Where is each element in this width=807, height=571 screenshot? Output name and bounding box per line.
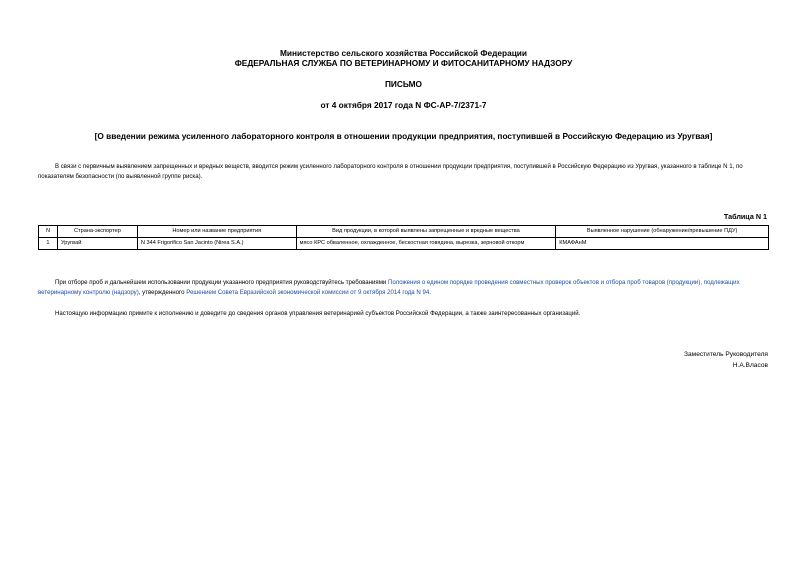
document-date-number: от 4 октября 2017 года N ФС-АР-7/2371-7 [320, 100, 487, 110]
ministry-name: Министерство сельского хозяйства Российской Федерации [280, 48, 527, 58]
intro-paragraph: В связи с первичным выявлением запрещенных и вредных веществ, вводится режим усиленного лабораторного контроля в отношении продукции предприятия, поступившей в Российскую Федерацию из Уругвая, указанного в таблице N 1, по показателям безопасности (по выявленной группе риска). [38, 163, 743, 180]
requirements-text-middle: , утвержденного [138, 289, 187, 296]
col-header-product: Вид продукции, в которой выявлены запрещенные и вредные вещества [296, 226, 556, 238]
col-header-number: N [39, 226, 58, 238]
cell-violation: КМАФАнМ [556, 238, 769, 250]
regulation-link[interactable]: Положения о едином порядке проведения совместных проверок объектов и отбора проб товаров (продукции), подлежащих ветеринарному контролю (надзору) [38, 279, 740, 296]
signature-name: Н.А.Власов [732, 362, 768, 369]
cell-enterprise: N 344 Frigorifico San Jacinto (Nirea S.A.) [137, 238, 296, 250]
col-header-country: Страна-экспортер [57, 226, 137, 238]
instruction-paragraph: Настоящую информацию примите к исполнению и доведите до сведения органов управления ветеринарией субъектов Российской Федерации, а также заинтересованных организаций. [55, 310, 581, 317]
requirements-text-before: При отборе проб и дальнейшем использовании продукции указанного предприятия руководствуйтесь требованиями [55, 279, 388, 286]
table-row [39, 238, 769, 250]
table-caption: Таблица N 1 [723, 212, 767, 221]
violations-table [38, 225, 769, 250]
cell-product: мясо КРС обваленное, охлажденное, бескостная говядина, вырезка, зерновой откорм [296, 238, 556, 250]
cell-country: Уругвай [57, 238, 137, 250]
col-header-violation: Выявленное нарушение (обнаружение/превышение ПДУ) [556, 226, 769, 238]
document-title: [О введении режима усиленного лабораторного контроля в отношении продукции предприятия, поступившей в Российскую Федерацию из Уругвая] [94, 131, 713, 141]
col-header-enterprise: Номер или название предприятия [137, 226, 296, 238]
requirements-paragraph [38, 278, 769, 298]
signature-position: Заместитель Руководителя [684, 351, 768, 358]
document-type: ПИСЬМО [384, 79, 423, 89]
decision-link[interactable]: Решением Совета Евразийской экономической комиссии от 9 октября 2014 года N 94 [186, 289, 430, 296]
table-header-row [39, 226, 769, 238]
requirements-text-after: . [429, 289, 431, 296]
cell-number: 1 [39, 238, 58, 250]
service-name: ФЕДЕРАЛЬНАЯ СЛУЖБА ПО ВЕТЕРИНАРНОМУ И ФИТОСАНИТАРНОМУ НАДЗОРУ [234, 58, 573, 68]
